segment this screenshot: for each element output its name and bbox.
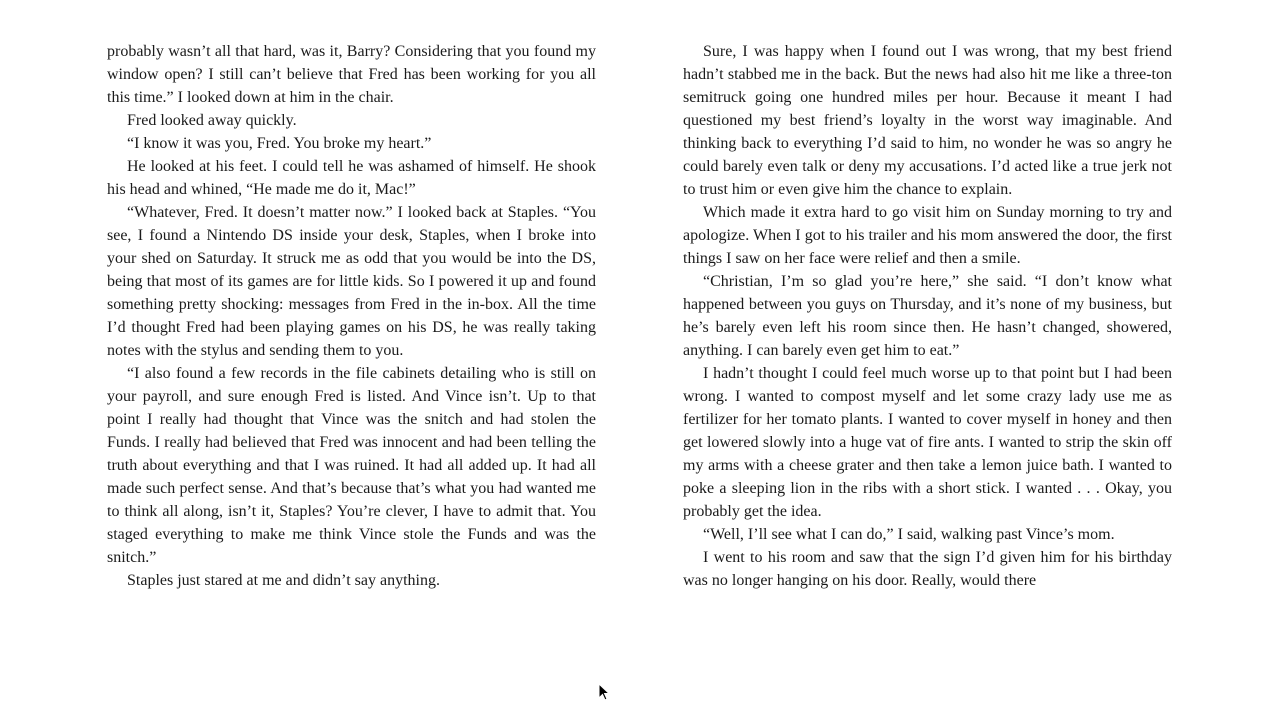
right-page [683, 40, 1172, 592]
left-page [107, 40, 596, 592]
right-paragraph-2: Which made it extra hard to go visit him on Sunday morning to try and apologize. When I got to his trailer and his mom answered the door, the first things I saw on her face were relief and then a smile. [683, 204, 1172, 267]
left-paragraph-4: He looked at his feet. I could tell he was ashamed of himself. He shook his head and whined, “He made me do it, Mac!” [107, 158, 596, 198]
left-paragraph-5: “Whatever, Fred. It doesn’t matter now.” I looked back at Staples. “You see, I found a Nintendo DS inside your desk, Staples, when I broke into your shed on Saturday. It struck me as odd that you would be into the DS, being that most of its games are for little kids. So I powered it up and found something pretty shocking: messages from Fred in the in-box. All the time I’d thought Fred had been playing games on his DS, he was really taking notes with the stylus and sending them to you. [107, 204, 596, 359]
left-paragraph-2: Fred looked away quickly. [127, 112, 297, 129]
right-paragraph-6: I went to his room and saw that the sign I’d given him for his birthday was no longer hanging on his door. Really, would there [683, 549, 1172, 589]
mouse-pointer-icon [598, 683, 610, 701]
right-paragraph-3: “Christian, I’m so glad you’re here,” she said. “I don’t know what happened between you guys on Thursday, and it’s none of my business, but he’s barely even left his room since then. He hasn’t changed, showered, anything. I can barely even get him to eat.” [683, 273, 1172, 359]
right-paragraph-5: “Well, I’ll see what I can do,” I said, walking past Vince’s mom. [703, 526, 1115, 543]
right-paragraph-4: I hadn’t thought I could feel much worse up to that point but I had been wrong. I wanted to compost myself and let some crazy lady use me as fertilizer for her tomato plants. I wanted to cover myself in honey and then get lowered slowly into a huge vat of fire ants. I wanted to strip the skin off my arms with a cheese grater and then take a lemon juice bath. I wanted to poke a sleeping lion in the ribs with a short stick. I wanted . . . Okay, you probably get the idea. [683, 365, 1172, 520]
left-paragraph-7: Staples just stared at me and didn’t say anything. [127, 572, 440, 589]
left-paragraph-1: probably wasn’t all that hard, was it, Barry? Considering that you found my window open? I still can’t believe that Fred has been working for you all this time.” I looked down at him in the chair. [107, 43, 596, 106]
left-paragraph-6: “I also found a few records in the file cabinets detailing who is still on your payroll, and sure enough Fred is listed. And Vince isn’t. Up to that point I really had thought that Vince was the snitch and had stolen the Funds. I really had believed that Fred was innocent and had been telling the truth about everything and that I was ruined. It had all added up. It had all made such perfect sense. And that’s because that’s what you had wanted me to think all along, isn’t it, Staples? You’re clever, I have to admit that. You staged everything to make me think Vince stole the Funds and was the snitch.” [107, 365, 596, 566]
left-paragraph-3: “I know it was you, Fred. You broke my heart.” [127, 135, 432, 152]
right-paragraph-1: Sure, I was happy when I found out I was wrong, that my best friend hadn’t stabbed me in the back. But the news had also hit me like a three-ton semitruck going one hundred miles per hour. Because it meant I had questioned my best friend’s loyalty in the worst way imaginable. And thinking back to everything I’d said to him, no wonder he was so angry he could barely even talk or deny my accusations. I’d acted like a true jerk not to trust him or even give him the chance to explain. [683, 43, 1172, 198]
